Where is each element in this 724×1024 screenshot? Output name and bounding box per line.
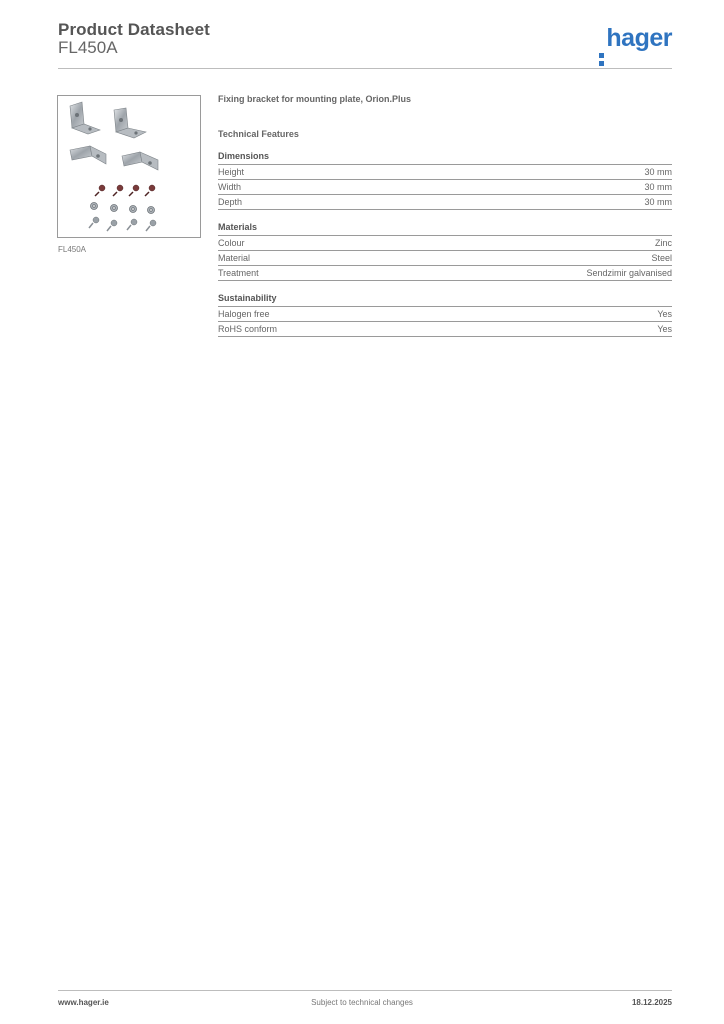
logo-text: hager <box>606 24 672 52</box>
row-label: Colour <box>218 238 245 248</box>
section-materials <box>218 222 672 281</box>
table-row <box>218 180 672 195</box>
row-value: Sendzimir galvanised <box>586 268 672 278</box>
footer-website: www.hager.ie <box>58 998 109 1007</box>
header-divider <box>58 68 672 69</box>
bracket-shape <box>122 152 158 170</box>
section-title: Dimensions <box>218 151 672 165</box>
section-sustainability <box>218 293 672 337</box>
footer-notice: Subject to technical changes <box>311 998 413 1007</box>
row-value: 30 mm <box>644 167 672 177</box>
footer-divider <box>58 990 672 991</box>
bracket-shape <box>70 146 106 164</box>
table-row <box>218 322 672 337</box>
footer-date: 18.12.2025 <box>631 998 672 1007</box>
table-row <box>218 266 672 281</box>
row-value: 30 mm <box>644 182 672 192</box>
row-value: Steel <box>651 253 672 263</box>
screw-row <box>89 217 156 231</box>
section-dimensions <box>218 151 672 210</box>
row-label: Width <box>218 182 242 192</box>
row-value: Yes <box>657 324 672 334</box>
row-label: Depth <box>218 197 243 207</box>
table-row <box>218 236 672 251</box>
row-value: 30 mm <box>644 197 672 207</box>
hager-logo <box>599 26 672 51</box>
row-label: RoHS conform <box>218 324 278 334</box>
product-description: Fixing bracket for mounting plate, Orion.Plus <box>218 94 412 104</box>
row-label: Height <box>218 167 245 177</box>
section-title: Sustainability <box>218 293 672 307</box>
nut-row <box>91 203 155 214</box>
page-title: Product Datasheet <box>58 20 210 39</box>
row-value: Zinc <box>654 238 672 248</box>
row-label: Treatment <box>218 268 259 278</box>
bracket-set-icon <box>58 96 200 237</box>
image-caption: FL450A <box>58 245 87 254</box>
table-row <box>218 251 672 266</box>
table-row <box>218 307 672 322</box>
row-label: Material <box>218 253 251 263</box>
table-row <box>218 165 672 180</box>
table-row <box>218 195 672 210</box>
row-label: Halogen free <box>218 309 270 319</box>
bracket-shape <box>114 108 146 138</box>
bracket-shape <box>70 102 100 134</box>
row-value: Yes <box>657 309 672 319</box>
product-code: FL450A <box>58 38 118 57</box>
section-title: Materials <box>218 222 672 236</box>
technical-features-heading: Technical Features <box>218 129 299 139</box>
product-details <box>218 94 672 349</box>
product-image <box>57 95 201 238</box>
screw-row <box>95 185 155 196</box>
